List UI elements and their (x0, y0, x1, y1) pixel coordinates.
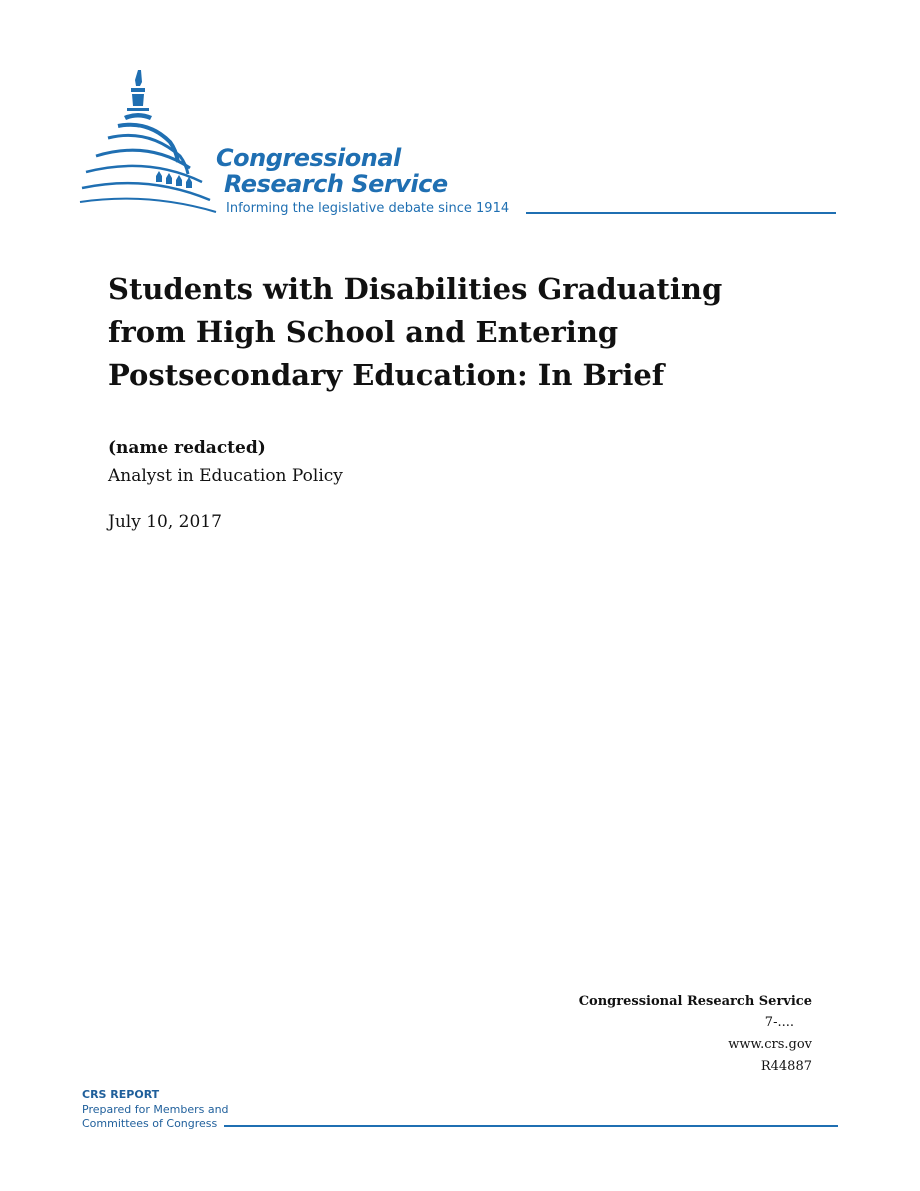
footer-divider (224, 1125, 838, 1127)
brand-name-line2: Research Service (224, 170, 448, 198)
footer (82, 1088, 838, 1138)
crs-info-block (579, 992, 812, 1078)
capitol-dome-icon (78, 64, 218, 224)
report-number: R44887 (760, 1059, 812, 1074)
footer-line2: Prepared for Members and (82, 1103, 229, 1116)
crs-logo (78, 64, 838, 224)
crs-website-link[interactable]: www.crs.gov (728, 1037, 812, 1052)
author-name: (name redacted) (108, 438, 266, 458)
crs-organization: Congressional Research Service (578, 994, 812, 1009)
tagline-divider (526, 212, 836, 214)
author-role: Analyst in Education Policy (108, 466, 343, 486)
footer-line3: Committees of Congress (82, 1117, 218, 1130)
footer-label: CRS REPORT (82, 1088, 160, 1101)
report-title: Students with Disabilities Graduating from High School and Entering Postsecondary Education: In Brief (108, 272, 723, 392)
brand-tagline: Informing the legislative debate since 1914 (226, 201, 510, 216)
report-date: July 10, 2017 (108, 512, 222, 532)
brand-name-line1: Congressional (216, 144, 401, 172)
crs-code: 7-.... (764, 1015, 794, 1030)
